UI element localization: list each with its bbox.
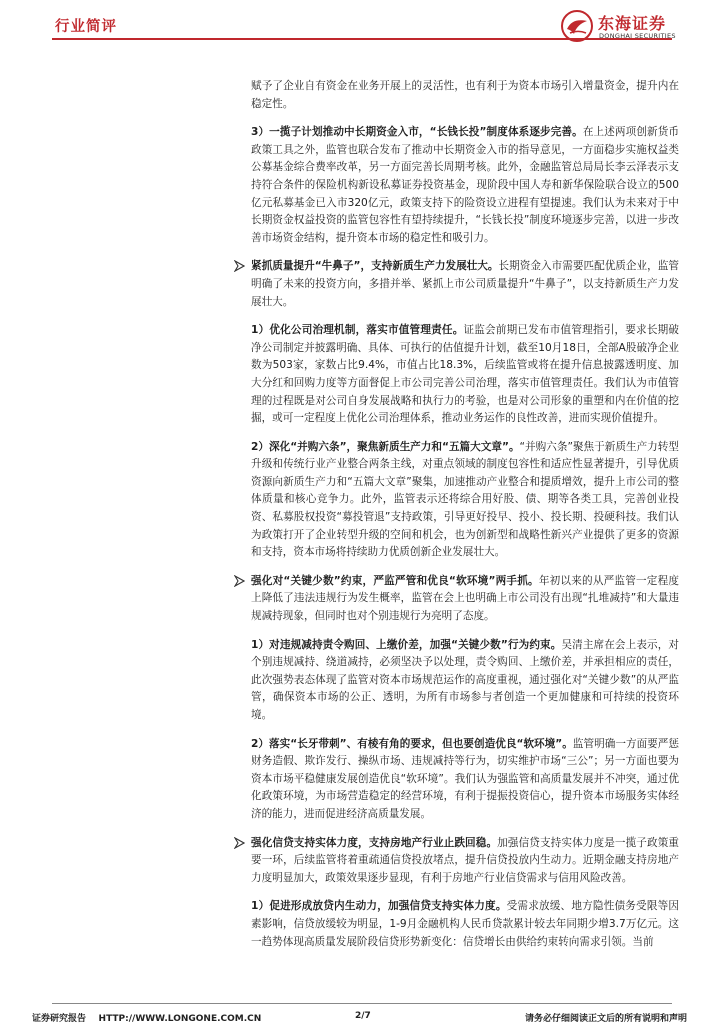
paragraph-lending-momentum [251,898,679,951]
paragraph-heading: 1）对违规减持责令购回、上缴价差，加强“关键少数”行为约束。 [251,638,562,651]
paragraph-text: 吴清主席在会上表示，对个别违规减持、绕道减持，必须坚决予以处理，责令购回、上缴价差，并承担相应的责任，此次强势表态体现了监管对资本市场规范运作的高度重视，通过强化对“关键少数”的从严监管，确保资本市场的公正、透明，为所有市场参与者创造一个更加健康和可持续的投资环境。 [251,638,680,721]
paragraph-intro [251,78,679,113]
paragraph-text: 监管明确一方面要严惩财务造假、欺诈发行、操纵市场、违规减持等行为，切实维护市场“三公”；另一方面也要为资本市场平稳健康发展创造优良“软环境”。我们认为强监管和高质量发展并不冲突，通过优化政策环境，为市场营造稳定的经营环境，有利于提振投资信心，提升资本市场服务实体经济的能力，进而促进经济高质量发展。 [251,737,680,820]
paragraph-text: “并购六条”聚焦于新质生产力转型升级和传统行业产业整合两条主线，对重点领域的制度包容性和适应性显著提升，引导优质资源向新质生产力和“五篇大文章”聚集，加速推动产业整合和提质增效，提升上市公司的整体质量和核心竞争力。此外，监管表示还将综合用好股、债、期等各类工具，完善创业投资、私募股权投资“募投管退”支持政策，引导更好投早、投小、投长期、投硬科技。我们认为政策打开了企业转型升级的空间和机会，也为创新型和战略性新兴产业提供了更多的资源和支持，资本市场将持续助力优质创新企业发展壮大。 [251,440,679,559]
arrow-bullet-icon [234,837,245,849]
footer-divider [52,1003,672,1004]
paragraph-heading: 强化信贷支持实体力度，支持房地产行业止跌回稳。 [251,836,498,849]
paragraph-soft-environment [251,736,679,824]
paragraph-mergers [251,439,679,562]
bullet-key-minority [251,573,679,626]
paragraph-heading: 1）优化公司治理机制，落实市值管理责任。 [251,324,464,337]
arrow-bullet-icon [234,260,245,272]
paragraph-heading: 强化对“关键少数”约束，严监严管和优良“软环境”两手抓。 [251,574,539,587]
arrow-bullet-icon [234,575,245,587]
paragraph-heading: 2）深化“并购六条”，聚焦新质生产力和“五篇大文章”。 [251,440,520,453]
paragraph-governance [251,322,679,428]
paragraph-text: 加强信贷支持实体力度是一揽子政策重要一环，后续监管将着重疏通信贷投放堵点，提升信贷投放内生动力。近期金融支持房地产力度明显加大，政策效果逐步显现，有利于房地产行业信贷需求与信用风险改善。 [251,836,680,884]
paragraph-heading: 3）一揽子计划推动中长期资金入市，“长钱长投”制度体系逐步完善。 [251,126,583,139]
donghai-logo-icon [560,9,594,43]
paragraph-heading: 1）促进形成放贷内生动力，加强信贷支持实体力度。 [251,900,507,913]
paragraph-heading: 紧抓质量提升“牛鼻子”，支持新质生产力发展壮大。 [251,260,499,273]
report-body [251,78,679,962]
paragraph-text: 长期资金入市需要匹配优质企业，监管明确了未来的投资方向，多措并举、紧抓上市公司质量提升“牛鼻子”，以支持新质生产力发展壮大。 [251,260,679,308]
paragraph-text: 受需求放缓、地方隐性债务受限等因素影响，信贷放缓较为明显，1-9月金融机构人民币贷款累计较去年同期少增3.7万亿元。这一趋势体现高质量发展阶段信贷形势新变化：信贷增长由供给约束转向需求引领。当前 [251,900,679,948]
bullet-credit-support [251,835,679,888]
paragraph-long-term-funds [251,124,679,247]
logo-english-name: DONGHAI SECURITIES [599,32,676,40]
doc-type-label: 行业简评 [55,19,117,35]
paragraph-illegal-reduction [251,637,679,725]
paragraph-text: 年初以来的从严监管一定程度上降低了违法违规行为发生概率，监管在会上也明确上市公司没有出现“扎堆减持”和大量违规减持现象，但同时也对个别违规行为亮明了态度。 [251,574,679,623]
page-number: 2/7 [355,1011,371,1021]
paragraph-text: 在上述两项创新货币政策工具之外，监管也联合发布了推动中长期资金入市的指导意见，一方面稳步实施权益类公募基金综合费率改革，另一方面完善长周期考核。此外，金融监管总局局长李云泽表示支持符合条件的保险机构新设私募证券投资基金，现阶段中国人寿和新华保险联合设立的500亿元私募基金已入市320亿元，政策支持下的险资设立进程有望提速。我们认为未来对于中长期资金权益投资的监管包容性有望持续提升，“长钱长投”制度环境逐步完善，以进一步改善市场资金结构，提升资本市场的稳定性和吸引力。 [251,126,679,244]
paragraph-text: 证监会前期已发布市值管理指引，要求长期破净公司制定并披露明确、具体、可执行的估值提升计划，截至10月18日，全部A股破净企业数为503家，家数占比9.4%，市值占比18.3%，后续监管或将在提升信息披露透明度、加大分红和回购力度等方面督促上市公司完善公司治理，落实市值管理责任。我们认为市值管理的过程既是对公司自身发展战略和执行力的考验，也是对公司形象的重塑和内在价值的挖掘，或可一定程度上优化公司治理体系，推动业务运作的良性改善，进而实现价值提升。 [251,324,679,425]
page-header [0,0,724,50]
page-footer [0,1006,724,1024]
paragraph-text: 赋予了企业自有资金在业务开展上的灵活性，也有利于为资本市场引入增量资金，提升内在稳定性。 [251,80,679,110]
footer-source: 证券研究报告 HTTP://WWW.LONGONE.COM.CN [32,1014,262,1024]
bullet-quality-upgrade [251,258,679,311]
company-logo [560,9,710,45]
footer-disclaimer: 请务必仔细阅读正文后的所有说明和声明 [525,1014,688,1024]
logo-chinese-name: 东海证券 [598,14,667,33]
paragraph-heading: 2）落实“长牙带刺”、有棱有角的要求，但也要创造优良“软环境”。 [251,737,573,750]
